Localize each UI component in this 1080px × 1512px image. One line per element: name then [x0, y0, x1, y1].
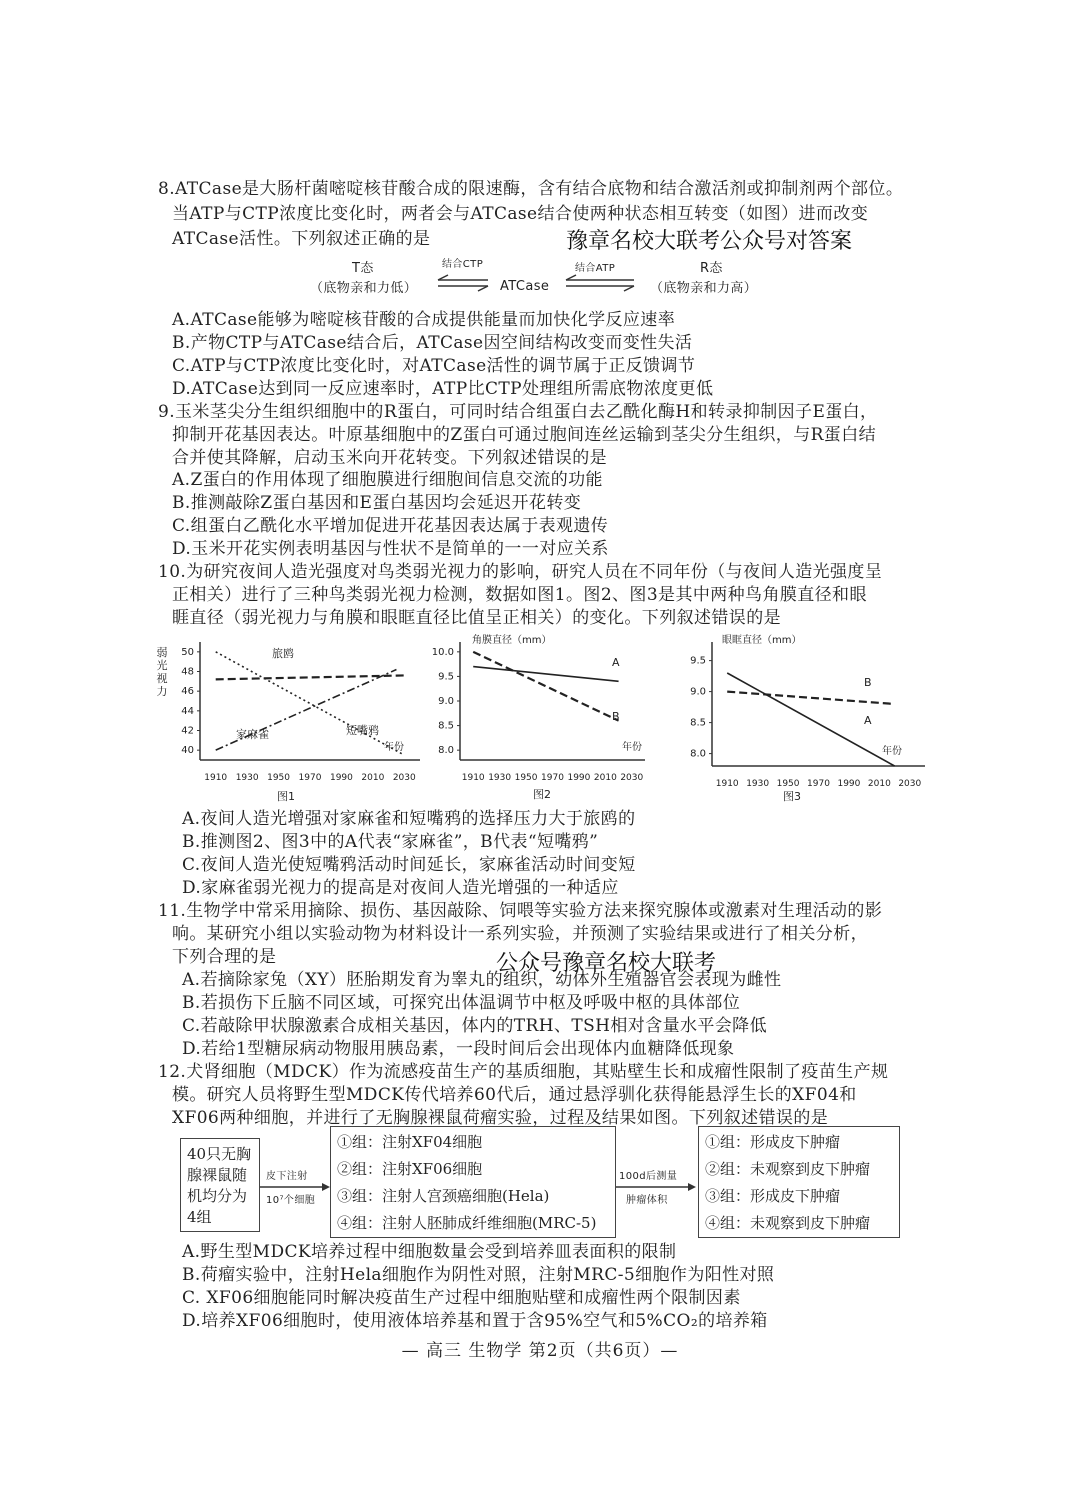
- figure-caption: 图3: [783, 790, 801, 803]
- x-tick-label: 1990: [567, 773, 591, 783]
- x-tick-label: 2010: [867, 779, 891, 789]
- y-tick-label: 10.0: [431, 646, 454, 658]
- x-tick-label: 1990: [837, 779, 861, 789]
- q11-option-d: D.若给1型糖尿病动物服用胰岛素，一段时间后会出现体内血糖降低现象: [182, 1039, 735, 1059]
- q9-option-d: D.玉米开花实例表明基因与性状不是简单的一一对应关系: [172, 539, 609, 559]
- x-axis-title: 年份: [622, 742, 642, 753]
- q10-line-2: 正相关）进行了三种鸟类弱光视力检测，数据如图1。图2、图3是其中两种鸟角膜直径和眼: [172, 585, 867, 605]
- x-tick-label: 1910: [461, 773, 485, 783]
- q8-option-c: C.ATP与CTP浓度比变化时，对ATCase活性的调节属于正反馈调节: [172, 356, 696, 376]
- flow-arrow-1: [260, 1180, 332, 1194]
- arrow1-bottom-label: 10⁷个细胞: [266, 1195, 316, 1206]
- r-state-note: （底物亲和力高）: [650, 281, 758, 296]
- q9-line-3: 合并使其降解，启动玉米向开花转变。下列叙述错误的是: [172, 448, 607, 468]
- flow-result-3: ③组：形成皮下肿瘤: [705, 1187, 841, 1205]
- y-tick-label: 40: [181, 745, 194, 757]
- series-label-A: A: [864, 714, 872, 727]
- y-tick-label: 9.5: [438, 671, 454, 683]
- ctp-label: 结合CTP: [442, 259, 484, 270]
- y-axis-title-char: 光: [156, 659, 168, 672]
- q12-option-d: D.培养XF06细胞时，使用液体培养基和置于含95%空气和5%CO₂的培养箱: [182, 1311, 768, 1331]
- x-tick-label: 1930: [488, 773, 512, 783]
- flow-start-line-2: 腺裸鼠随: [187, 1166, 248, 1184]
- series-label-B: B: [864, 676, 872, 689]
- r-state-label: R态: [700, 261, 723, 276]
- chart-figure-2: [430, 630, 660, 805]
- q8-option-a: A.ATCase能够为嘧啶核苷酸的合成提供能量而加快化学反应速率: [172, 310, 676, 330]
- flow-group-2: ②组：注射XF06细胞: [337, 1160, 483, 1178]
- x-tick-label: 1970: [298, 773, 322, 783]
- y-tick-label: 44: [181, 705, 194, 717]
- x-tick-label: 1930: [235, 773, 259, 783]
- t-state-label: T态: [352, 261, 374, 276]
- q12-option-a: A.野生型MDCK培养过程中细胞数量会受到培养皿表面积的限制: [182, 1242, 677, 1262]
- y-tick-label: 8.5: [690, 717, 706, 729]
- y-axis-title-char: 视: [156, 672, 168, 685]
- x-tick-label: 1990: [329, 773, 353, 783]
- q8-line-1: 8.ATCase是大肠杆菌嘧啶核苷酸合成的限速酶，含有结合底物和结合激活剂或抑制剂两个部位。: [158, 179, 904, 199]
- t-state-note: （底物亲和力低）: [310, 281, 418, 296]
- x-tick-label: 1950: [514, 773, 538, 783]
- y-tick-label: 9.0: [690, 686, 706, 698]
- series-label-A: A: [612, 656, 620, 669]
- series-label-旅鸥: 旅鸥: [272, 647, 294, 660]
- series-line-B: [473, 652, 618, 721]
- atp-label: 结合ATP: [575, 263, 616, 274]
- series-label-家麻雀: 家麻雀: [236, 728, 269, 741]
- y-tick-label: 46: [181, 686, 194, 698]
- y-axis-title-char: 力: [156, 685, 168, 698]
- flow-group-4: ④组：注射人胚肺成纤维细胞(MRC-5): [337, 1214, 597, 1232]
- x-axis-title: 年份: [882, 746, 902, 757]
- figure-caption: 图2: [533, 788, 551, 801]
- q10-option-d: D.家麻雀弱光视力的提高是对夜间人造光增强的一种适应: [182, 878, 619, 898]
- q11-option-c: C.若敲除甲状腺激素合成相关基因，体内的TRH、TSH相对含量水平会降低: [182, 1016, 767, 1036]
- q10-option-b: B.推测图2、图3中的A代表“家麻雀”，B代表“短嘴鸦”: [182, 832, 599, 852]
- q11-option-b: B.若损伤下丘脑不同区域，可探究出体温调节中枢及呼吸中枢的具体部位: [182, 993, 741, 1013]
- y-tick-label: 48: [181, 666, 194, 678]
- q9-option-b: B.推测敲除Z蛋白基因和E蛋白基因均会延迟开花转变: [172, 493, 582, 513]
- arrow2-bottom-label: 肿瘤体积: [626, 1195, 668, 1206]
- x-tick-label: 1950: [267, 773, 291, 783]
- series-line-B: [727, 692, 894, 704]
- q8-line-3: ATCase活性。下列叙述正确的是: [172, 229, 431, 249]
- q9-line-1: 9.玉米茎尖分生组织细胞中的R蛋白，可同时结合组蛋白去乙酰化酶H和转录抑制因子E蛋白，: [158, 402, 878, 422]
- q11-option-a: A.若摘除家兔（XY）胚胎期发育为睾丸的组织，幼体外生殖器官会表现为雌性: [182, 970, 782, 990]
- series-label-B: B: [612, 710, 620, 723]
- q11-line-3: 下列合理的是: [172, 947, 277, 967]
- q9-line-2: 抑制开花基因表达。叶原基细胞中的Z蛋白可通过胞间连丝运输到茎尖分生组织，与R蛋白结: [172, 425, 877, 445]
- q10-line-3: 睚直径（弱光视力与角膜和眼眶直径比值呈正相关）的变化。下列叙述错误的是: [172, 608, 781, 628]
- flow-result-2: ②组：未观察到皮下肿瘤: [705, 1160, 871, 1178]
- x-tick-label: 1910: [715, 779, 739, 789]
- flow-start-line-4: 4组: [187, 1208, 212, 1226]
- q12-option-b: B.荷瘤实验中，注射Hela细胞作为阴性对照，注射MRC-5细胞作为阳性对照: [182, 1265, 775, 1285]
- y-tick-label: 42: [181, 725, 194, 737]
- series-line-旅鸥: [216, 675, 405, 679]
- flow-start-line-3: 机均分为: [187, 1187, 248, 1205]
- q12-line-3: XF06两种细胞，并进行了无胸腺裸鼠荷瘤实验，过程及结果如图。下列叙述错误的是: [172, 1108, 829, 1128]
- atcase-center-label: ATCase: [500, 279, 550, 294]
- watermark-1: 豫章名校大联考公众号对答案: [566, 229, 853, 254]
- x-tick-label: 1910: [204, 773, 228, 783]
- y-tick-label: 50: [181, 646, 194, 658]
- y-tick-label: 8.0: [690, 748, 706, 760]
- q8-option-b: B.产物CTP与ATCase结合后，ATCase因空间结构改变而变性失活: [172, 333, 693, 353]
- flow-result-4: ④组：未观察到皮下肿瘤: [705, 1214, 871, 1232]
- flow-groups-box: [330, 1126, 616, 1238]
- flow-group-1: ①组：注射XF04细胞: [337, 1133, 483, 1151]
- q11-line-2: 响。某研究小组以实验动物为材料设计一系列实验，并预测了实验结果或进行了相关分析，: [172, 924, 868, 944]
- q12-option-c: C. XF06细胞能同时解决疫苗生产过程中细胞贴壁和成瘤性两个限制因素: [182, 1288, 741, 1308]
- flow-start-box: [180, 1138, 260, 1232]
- series-label-短嘴鸦: 短嘴鸦: [346, 724, 379, 737]
- flow-start-line-1: 40只无胸: [187, 1145, 252, 1163]
- x-tick-label: 1950: [776, 779, 800, 789]
- q9-option-a: A.Z蛋白的作用体现了细胞膜进行细胞间信息交流的功能: [172, 470, 603, 490]
- arrow1-top-label: 皮下注射: [266, 1171, 308, 1182]
- x-tick-label: 2030: [898, 779, 922, 789]
- y-tick-label: 8.5: [438, 720, 454, 732]
- y-axis-title: 角膜直径（mm）: [472, 635, 552, 646]
- y-axis-title: 眼眶直径（mm）: [722, 635, 802, 646]
- y-tick-label: 8.0: [438, 745, 454, 757]
- x-axis-title: 年份: [384, 742, 404, 753]
- q12-line-2: 模。研究人员将野生型MDCK传代培养60代后，通过悬浮驯化获得能悬浮生长的XF04和: [172, 1085, 857, 1105]
- y-tick-label: 9.0: [438, 696, 454, 707]
- equilibrium-arrows: [436, 272, 646, 302]
- x-tick-label: 2010: [361, 773, 385, 783]
- figure-caption: 图1: [277, 790, 295, 803]
- q12-line-1: 12.犬肾细胞（MDCK）作为流感疫苗生产的基质细胞，其贴壁生长和成瘤性限制了疫苗生产规: [158, 1062, 889, 1082]
- q11-line-1: 11.生物学中常采用摘除、损伤、基因敲除、饲喂等实验方法来探究腺体或激素对生理活动的影: [158, 901, 883, 921]
- x-tick-label: 2030: [620, 773, 644, 783]
- flow-result-1: ①组：形成皮下肿瘤: [705, 1133, 841, 1151]
- arrow2-top-label: 100d后测量: [619, 1171, 678, 1182]
- flow-results-box: [698, 1126, 900, 1238]
- q10-option-c: C.夜间人造光使短嘴鸦活动时间延长，家麻雀活动时间变短: [182, 855, 636, 875]
- q10-line-1: 10.为研究夜间人造光强度对鸟类弱光视力的影响，研究人员在不同年份（与夜间人造光强度呈: [158, 562, 883, 582]
- page-footer: — 高三 生物学 第2页（共6页）—: [401, 1341, 679, 1361]
- x-tick-label: 2010: [593, 773, 617, 783]
- watermark-2: 公众号豫章名校大联考: [496, 951, 717, 976]
- q10-option-a: A.夜间人造光增强对家麻雀和短嘴鸦的选择压力大于旅鸥的: [182, 809, 636, 829]
- flow-arrow-2: [616, 1180, 698, 1194]
- q8-line-2: 当ATP与CTP浓度比变化时，两者会与ATCase结合使两种状态相互转变（如图）进而改变: [172, 204, 869, 224]
- x-tick-label: 2030: [392, 773, 416, 783]
- q8-option-d: D.ATCase达到同一反应速率时，ATP比CTP处理组所需底物浓度更低: [172, 379, 714, 399]
- flow-group-3: ③组：注射人宫颈癌细胞(Hela): [337, 1187, 550, 1205]
- series-line-A: [473, 667, 618, 682]
- y-tick-label: 9.5: [690, 655, 706, 667]
- x-tick-label: 1970: [541, 773, 564, 783]
- q9-option-c: C.组蛋白乙酰化水平增加促进开花基因表达属于表观遗传: [172, 516, 609, 536]
- chart-figure-3: [680, 630, 930, 805]
- y-axis-title-char: 弱: [156, 646, 168, 659]
- chart-figure-1: [150, 630, 430, 805]
- x-tick-label: 1970: [807, 779, 830, 789]
- x-tick-label: 1930: [746, 779, 770, 789]
